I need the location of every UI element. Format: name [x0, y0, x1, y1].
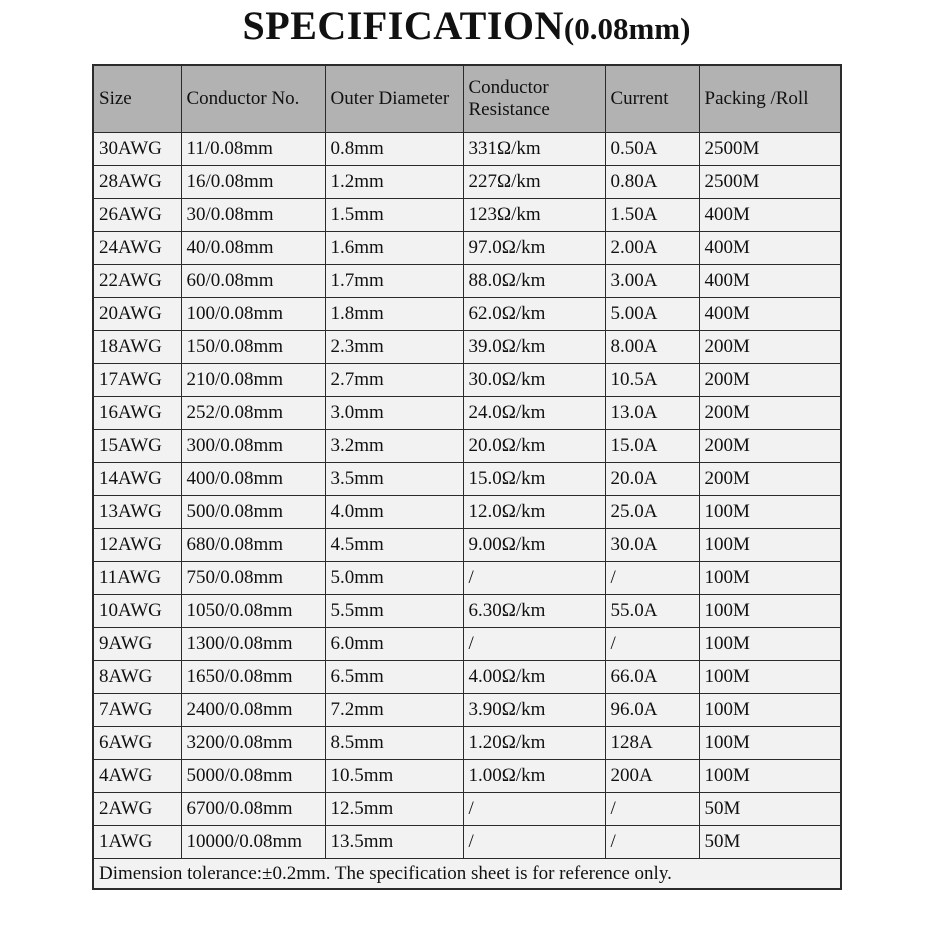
spec-row — [93, 760, 841, 793]
spec-cell: 8.00A — [605, 331, 699, 364]
spec-cell: 40/0.08mm — [181, 232, 325, 265]
spec-cell: / — [463, 826, 605, 859]
spec-cell: 17AWG — [93, 364, 181, 397]
spec-cell: 97.0Ω/km — [463, 232, 605, 265]
spec-cell: 6700/0.08mm — [181, 793, 325, 826]
spec-row — [93, 364, 841, 397]
spec-cell: 20.0Ω/km — [463, 430, 605, 463]
spec-cell: 100M — [699, 595, 841, 628]
spec-cell: / — [463, 562, 605, 595]
spec-cell: 100M — [699, 628, 841, 661]
spec-row — [93, 628, 841, 661]
spec-cell: 20.0A — [605, 463, 699, 496]
spec-cell: 100/0.08mm — [181, 298, 325, 331]
spec-cell: 96.0A — [605, 694, 699, 727]
spec-cell: / — [463, 628, 605, 661]
spec-row — [93, 397, 841, 430]
spec-cell: 9AWG — [93, 628, 181, 661]
spec-cell: 30.0A — [605, 529, 699, 562]
spec-row — [93, 430, 841, 463]
spec-cell: 10000/0.08mm — [181, 826, 325, 859]
spec-cell: 100M — [699, 661, 841, 694]
spec-cell: 2500M — [699, 133, 841, 166]
spec-row — [93, 694, 841, 727]
spec-cell: 6AWG — [93, 727, 181, 760]
spec-cell: 680/0.08mm — [181, 529, 325, 562]
spec-cell: 1AWG — [93, 826, 181, 859]
spec-cell: 210/0.08mm — [181, 364, 325, 397]
spec-cell: 128A — [605, 727, 699, 760]
spec-cell: 12.5mm — [325, 793, 463, 826]
spec-cell: 4.0mm — [325, 496, 463, 529]
spec-cell: 123Ω/km — [463, 199, 605, 232]
spec-cell: 5.00A — [605, 298, 699, 331]
spec-cell: / — [463, 793, 605, 826]
spec-cell: 14AWG — [93, 463, 181, 496]
spec-cell: 18AWG — [93, 331, 181, 364]
spec-cell: 150/0.08mm — [181, 331, 325, 364]
spec-cell: 6.5mm — [325, 661, 463, 694]
spec-cell: 50M — [699, 793, 841, 826]
spec-cell: 3.90Ω/km — [463, 694, 605, 727]
spec-cell: 10AWG — [93, 595, 181, 628]
spec-cell: 400M — [699, 232, 841, 265]
spec-cell: 12.0Ω/km — [463, 496, 605, 529]
spec-cell: 11/0.08mm — [181, 133, 325, 166]
spec-row — [93, 298, 841, 331]
spec-cell: 400/0.08mm — [181, 463, 325, 496]
spec-cell: 8AWG — [93, 661, 181, 694]
spec-cell: / — [605, 562, 699, 595]
spec-row — [93, 595, 841, 628]
spec-cell: 22AWG — [93, 265, 181, 298]
spec-cell: 1.8mm — [325, 298, 463, 331]
spec-cell: 15AWG — [93, 430, 181, 463]
column-header: Outer Diameter — [325, 65, 463, 133]
footer-note: Dimension tolerance:±0.2mm. The specification sheet is for reference only. — [93, 859, 841, 890]
spec-cell: 500/0.08mm — [181, 496, 325, 529]
spec-cell: 30AWG — [93, 133, 181, 166]
spec-cell: 200M — [699, 430, 841, 463]
spec-cell: 0.50A — [605, 133, 699, 166]
spec-cell: 20AWG — [93, 298, 181, 331]
spec-cell: 28AWG — [93, 166, 181, 199]
spec-cell: 13AWG — [93, 496, 181, 529]
spec-cell: 6.0mm — [325, 628, 463, 661]
spec-cell: 5.5mm — [325, 595, 463, 628]
spec-cell: 5000/0.08mm — [181, 760, 325, 793]
header-row — [93, 65, 841, 133]
spec-cell: 25.0A — [605, 496, 699, 529]
spec-row — [93, 496, 841, 529]
spec-row — [93, 661, 841, 694]
spec-cell: 200M — [699, 463, 841, 496]
spec-cell: 4.00Ω/km — [463, 661, 605, 694]
spec-cell: 13.5mm — [325, 826, 463, 859]
page-title — [0, 2, 933, 49]
spec-cell: 2500M — [699, 166, 841, 199]
spec-table-footer — [93, 859, 841, 890]
page-title-main: SPECIFICATION — [242, 3, 564, 48]
spec-cell: 750/0.08mm — [181, 562, 325, 595]
spec-cell: 8.5mm — [325, 727, 463, 760]
spec-cell: 227Ω/km — [463, 166, 605, 199]
column-header: Packing /Roll — [699, 65, 841, 133]
spec-cell: 3.00A — [605, 265, 699, 298]
spec-cell: 100M — [699, 694, 841, 727]
spec-cell: 62.0Ω/km — [463, 298, 605, 331]
spec-cell: 1.6mm — [325, 232, 463, 265]
spec-cell: 400M — [699, 199, 841, 232]
spec-cell: 50M — [699, 826, 841, 859]
spec-cell: 400M — [699, 298, 841, 331]
spec-cell: 331Ω/km — [463, 133, 605, 166]
spec-table — [92, 64, 842, 890]
spec-cell: 0.80A — [605, 166, 699, 199]
column-header: Current — [605, 65, 699, 133]
spec-cell: 1.7mm — [325, 265, 463, 298]
spec-cell: 2400/0.08mm — [181, 694, 325, 727]
spec-row — [93, 529, 841, 562]
column-header: Conductor Resistance — [463, 65, 605, 133]
spec-row — [93, 826, 841, 859]
spec-cell: 7AWG — [93, 694, 181, 727]
spec-row — [93, 232, 841, 265]
spec-cell: 26AWG — [93, 199, 181, 232]
spec-cell: 4AWG — [93, 760, 181, 793]
spec-cell: 2.00A — [605, 232, 699, 265]
spec-cell: 4.5mm — [325, 529, 463, 562]
spec-cell: 252/0.08mm — [181, 397, 325, 430]
spec-cell: 400M — [699, 265, 841, 298]
spec-table-header — [93, 65, 841, 133]
spec-cell: 200M — [699, 331, 841, 364]
column-header: Conductor No. — [181, 65, 325, 133]
spec-cell: 12AWG — [93, 529, 181, 562]
spec-cell: / — [605, 628, 699, 661]
spec-cell: 1050/0.08mm — [181, 595, 325, 628]
spec-row — [93, 331, 841, 364]
spec-cell: 10.5A — [605, 364, 699, 397]
spec-cell: 88.0Ω/km — [463, 265, 605, 298]
spec-cell: 9.00Ω/km — [463, 529, 605, 562]
spec-cell: 3.2mm — [325, 430, 463, 463]
spec-cell: 300/0.08mm — [181, 430, 325, 463]
spec-cell: 200M — [699, 364, 841, 397]
spec-cell: 16AWG — [93, 397, 181, 430]
spec-cell: 0.8mm — [325, 133, 463, 166]
spec-cell: 15.0A — [605, 430, 699, 463]
spec-cell: 24.0Ω/km — [463, 397, 605, 430]
spec-cell: 200A — [605, 760, 699, 793]
spec-cell: 200M — [699, 397, 841, 430]
spec-row — [93, 562, 841, 595]
column-header: Size — [93, 65, 181, 133]
footer-row — [93, 859, 841, 890]
spec-cell: / — [605, 793, 699, 826]
spec-cell: 1.20Ω/km — [463, 727, 605, 760]
spec-cell: 2.7mm — [325, 364, 463, 397]
spec-cell: 7.2mm — [325, 694, 463, 727]
spec-row — [93, 727, 841, 760]
spec-row — [93, 199, 841, 232]
spec-cell: 5.0mm — [325, 562, 463, 595]
spec-cell: 100M — [699, 727, 841, 760]
spec-cell: 2.3mm — [325, 331, 463, 364]
spec-cell: 10.5mm — [325, 760, 463, 793]
spec-row — [93, 793, 841, 826]
spec-cell: 16/0.08mm — [181, 166, 325, 199]
spec-cell: 1300/0.08mm — [181, 628, 325, 661]
spec-cell: 1.2mm — [325, 166, 463, 199]
spec-cell: / — [605, 826, 699, 859]
page-title-suffix: (0.08mm) — [563, 11, 691, 46]
spec-cell: 100M — [699, 562, 841, 595]
spec-table-body — [93, 133, 841, 859]
spec-cell: 1.5mm — [325, 199, 463, 232]
spec-cell: 100M — [699, 496, 841, 529]
spec-cell: 6.30Ω/km — [463, 595, 605, 628]
spec-cell: 13.0A — [605, 397, 699, 430]
spec-row — [93, 166, 841, 199]
spec-row — [93, 265, 841, 298]
spec-cell: 100M — [699, 529, 841, 562]
spec-cell: 1.00Ω/km — [463, 760, 605, 793]
spec-row — [93, 133, 841, 166]
spec-cell: 30/0.08mm — [181, 199, 325, 232]
spec-cell: 100M — [699, 760, 841, 793]
spec-cell: 39.0Ω/km — [463, 331, 605, 364]
spec-cell: 24AWG — [93, 232, 181, 265]
spec-cell: 3200/0.08mm — [181, 727, 325, 760]
spec-cell: 1.50A — [605, 199, 699, 232]
spec-cell: 15.0Ω/km — [463, 463, 605, 496]
spec-cell: 55.0A — [605, 595, 699, 628]
spec-cell: 66.0A — [605, 661, 699, 694]
spec-cell: 11AWG — [93, 562, 181, 595]
spec-cell: 1650/0.08mm — [181, 661, 325, 694]
spec-cell: 3.0mm — [325, 397, 463, 430]
spec-cell: 2AWG — [93, 793, 181, 826]
spec-row — [93, 463, 841, 496]
spec-cell: 30.0Ω/km — [463, 364, 605, 397]
spec-cell: 60/0.08mm — [181, 265, 325, 298]
spec-cell: 3.5mm — [325, 463, 463, 496]
